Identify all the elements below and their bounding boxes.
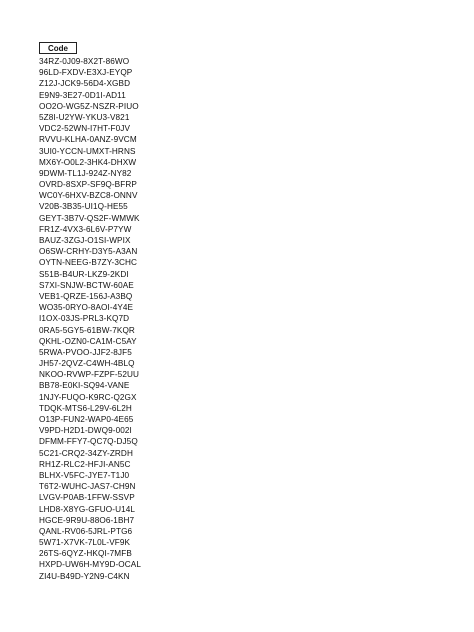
code-cell[interactable]: QKHL-OZN0-CA1M-C5AY — [39, 336, 137, 346]
code-cell[interactable]: BAUZ-3ZGJ-O1SI-WPIX — [39, 236, 131, 245]
code-cell[interactable]: OO2O-WG5Z-NSZR-PIUO — [39, 101, 139, 111]
code-cell[interactable]: 1NJY-FUQO-K9RC-Q2GX — [39, 392, 137, 402]
code-cell[interactable]: GEYT-3B7V-QS2F-WMWK — [39, 213, 140, 223]
code-cell[interactable]: LHD8-X8YG-GFUO-U14L — [39, 504, 136, 514]
code-cell[interactable]: HGCE-9R9U-88O6-1BH7 — [39, 515, 135, 525]
code-cell[interactable]: V20B-3B35-UI1Q-HE55 — [39, 202, 128, 212]
code-cell[interactable]: RVVU-KLHA-0ANZ-9VCM — [39, 135, 137, 145]
code-sheet — [39, 42, 141, 582]
code-cell[interactable]: JH57-2QVZ-C4WH-4BLQ — [39, 359, 135, 369]
code-cell[interactable]: 0RA5-5GY5-61BW-7KQR — [39, 325, 135, 335]
code-cell[interactable]: HXPD-UW6H-MY9D-OCAL — [39, 560, 141, 570]
code-cell[interactable]: 3UI0-YCCN-UMXT-HRNS — [39, 146, 136, 156]
code-cell[interactable]: Z12J-JCK9-56D4-XGBD — [39, 79, 131, 89]
code-cell[interactable]: V9PD-H2D1-DWQ9-002I — [39, 426, 132, 436]
code-cell[interactable]: S7XI-SNJW-BCTW-60AE — [39, 280, 134, 290]
code-cell[interactable]: 5Z8I-U2YW-YKU3-V821 — [39, 112, 130, 122]
code-cell[interactable]: 26TS-6QYZ-HKQI-7MFB — [39, 549, 132, 559]
code-cell[interactable]: 96LD-FXDV-E3XJ-EYQP — [39, 68, 133, 78]
code-cell[interactable]: DFMM-FFY7-QC7Q-DJ5Q — [39, 437, 138, 447]
code-cell[interactable]: FR1Z-4VX3-6L6V-P7YW — [39, 224, 132, 234]
code-cell[interactable]: ZI4U-B49D-Y2N9-C4KN — [39, 571, 130, 581]
code-cell[interactable]: VEB1-QRZE-156J-A3BQ — [39, 291, 133, 301]
code-cell[interactable]: 9DWM-TL1J-924Z-NY82 — [39, 168, 132, 178]
code-cell[interactable]: O13P-FUN2-WAP0-4E65 — [39, 415, 134, 424]
code-column-header[interactable]: Code — [39, 42, 77, 54]
code-cell[interactable]: LVGV-P0AB-1FFW-SSVP — [39, 493, 135, 503]
code-cell[interactable]: OVRD-8SXP-SF9Q-BFRP — [39, 180, 137, 190]
code-cell[interactable]: OYTN-NEEG-B7ZY-3CHC — [39, 258, 138, 268]
code-cell[interactable]: 5W71-X7VK-7L0L-VF9K — [39, 538, 131, 548]
code-cell[interactable]: RH1Z-RLC2-HFJI-AN5C — [39, 459, 131, 469]
code-cell[interactable]: 5RWA-PVOO-JJF2-8JF5 — [39, 347, 132, 357]
code-cell[interactable]: E9N9-3E27-0D1I-AD11 — [39, 90, 126, 100]
code-cell[interactable]: MX6Y-O0L2-3HK4-DHXW — [39, 157, 137, 167]
code-cell[interactable]: VDC2-52WN-I7HT-F0JV — [39, 124, 131, 134]
code-cell[interactable]: WC0Y-6HXV-BZC8-ONNV — [39, 191, 138, 201]
code-cell[interactable]: BB78-E0KI-SQ94-VANE — [39, 381, 130, 391]
code-cell[interactable]: NKOO-RVWP-FZPF-52UU — [39, 370, 140, 380]
code-cell[interactable]: S51B-B4UR-LKZ9-2KDI — [39, 269, 129, 279]
code-cell[interactable]: T6T2-WUHC-JAS7-CH9N — [39, 482, 136, 492]
code-cell[interactable]: TDQK-MTS6-L29V-6L2H — [39, 403, 132, 413]
code-cell[interactable]: 34RZ-0J09-8X2T-86WO — [39, 57, 130, 66]
code-cell[interactable]: WO35-0RYO-8AOI-4Y4E — [39, 303, 134, 313]
code-cell[interactable]: 5C21-CRQ2-34ZY-ZRDH — [39, 448, 133, 458]
code-cell[interactable]: I1OX-03JS-PRL3-KQ7D — [39, 314, 130, 324]
code-cell[interactable]: QANL-RV06-5JRL-PTG6 — [39, 526, 133, 536]
code-list — [39, 56, 141, 582]
code-cell[interactable]: O6SW-CRHY-D3Y5-A3AN — [39, 247, 138, 257]
code-cell[interactable]: BLHX-V5FC-JYE7-T1J0 — [39, 470, 130, 480]
